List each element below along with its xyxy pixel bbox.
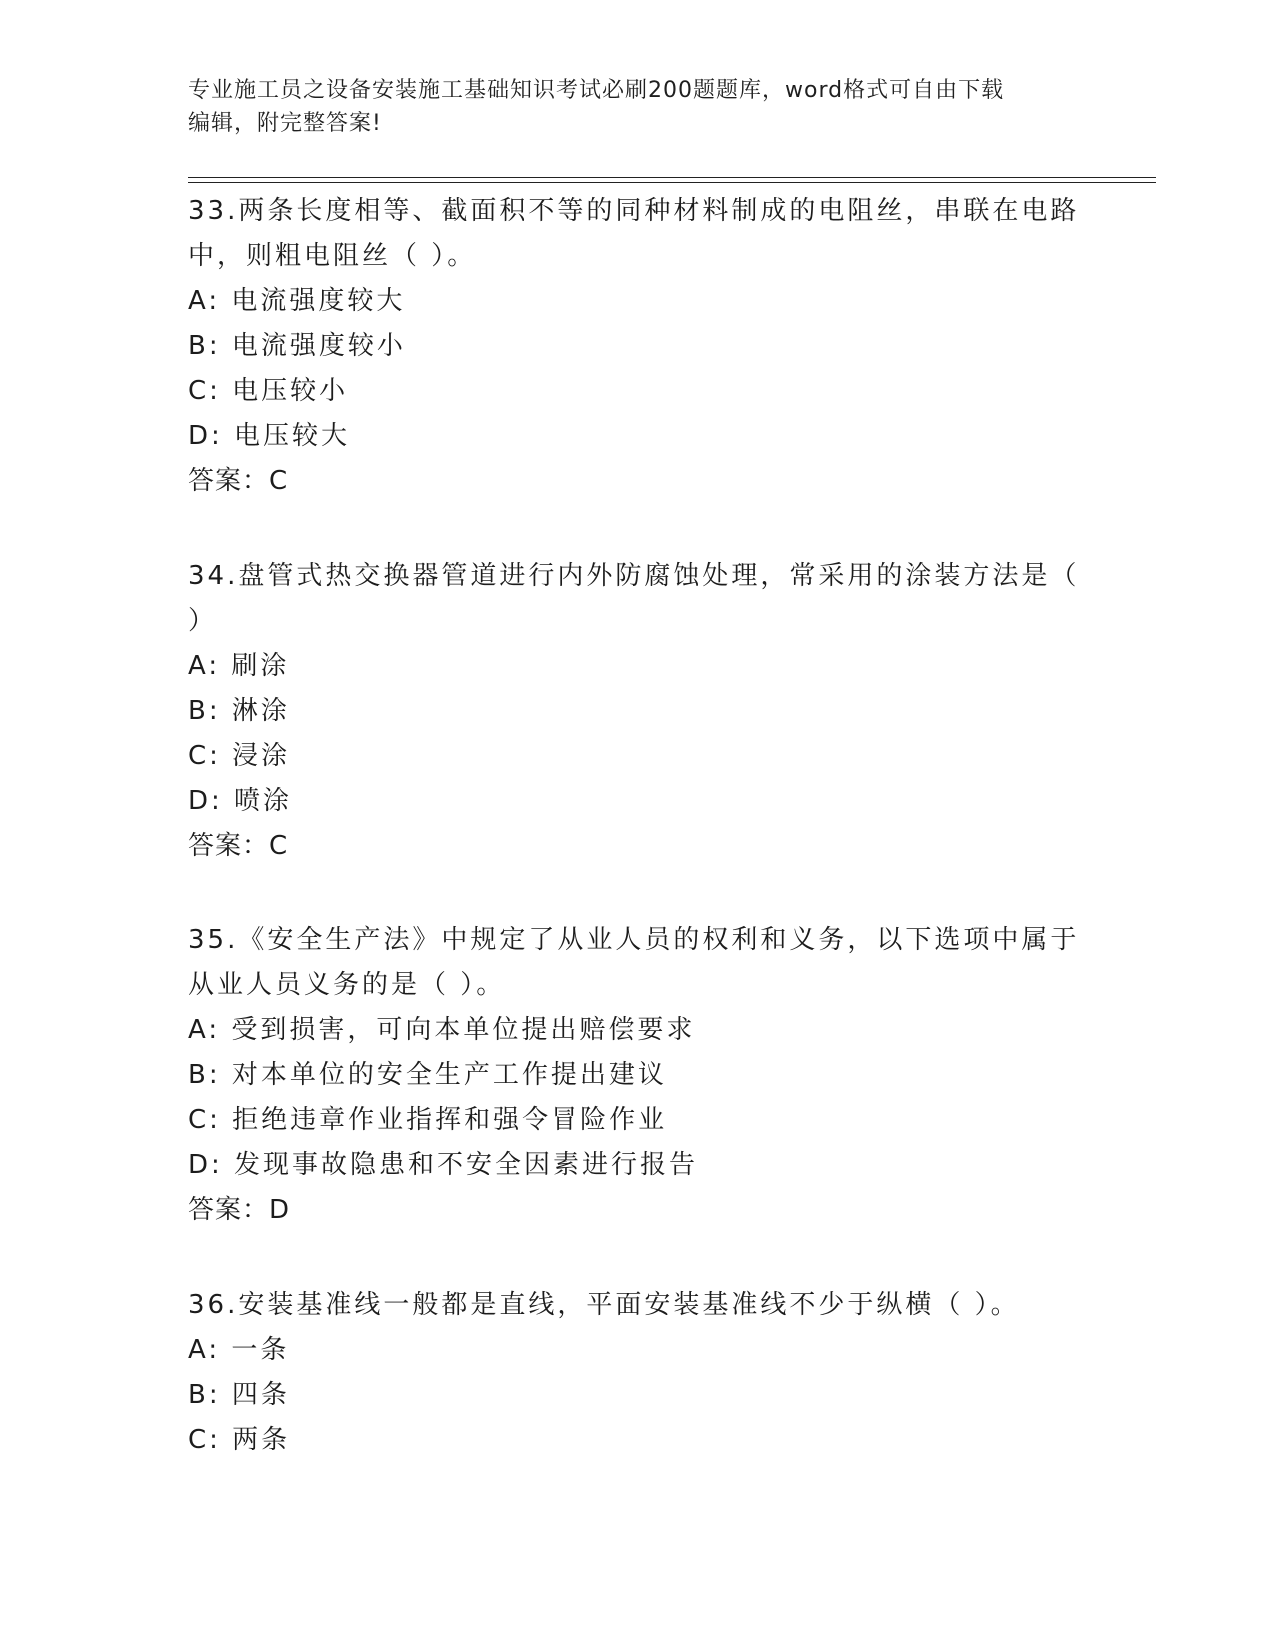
question-33 <box>188 189 1088 504</box>
option-d: D: 喷涂 <box>188 786 293 816</box>
header-line-2: 编辑，附完整答案! <box>188 111 382 136</box>
answer: 答案：C <box>188 466 289 496</box>
option-c: C: 浸涂 <box>188 741 291 771</box>
question-stem-line-1: 33.两条长度相等、截面积不等的同种材料制成的电阻丝，串联在电路 <box>188 196 1080 226</box>
question-stem-line-1: 34.盘管式热交换器管道进行内外防腐蚀处理，常采用的涂装方法是（ <box>188 561 1080 591</box>
option-c: C: 两条 <box>188 1425 291 1455</box>
option-a: A: 一条 <box>188 1335 290 1365</box>
question-stem-line-2: 中，则粗电阻丝（ ）。 <box>188 241 477 271</box>
answer: 答案：D <box>188 1195 291 1225</box>
answer: 答案：C <box>188 831 289 861</box>
question-34 <box>188 554 1088 869</box>
option-b: B: 对本单位的安全生产工作提出建议 <box>188 1060 667 1090</box>
header-line-1: 专业施工员之设备安装施工基础知识考试必刷200题题库，word格式可自由下载 <box>188 78 1005 103</box>
option-b: B: 淋涂 <box>188 696 290 726</box>
option-a: A: 刷涂 <box>188 651 290 681</box>
option-c: C: 电压较小 <box>188 376 349 406</box>
question-36 <box>188 1283 1088 1463</box>
option-a: A: 电流强度较大 <box>188 286 406 316</box>
header-divider-bottom <box>188 182 1156 183</box>
option-a: A: 受到损害，可向本单位提出赔偿要求 <box>188 1015 696 1045</box>
option-b: B: 四条 <box>188 1380 290 1410</box>
option-d: D: 电压较大 <box>188 421 351 451</box>
header-divider-top <box>188 177 1156 178</box>
option-d: D: 发现事故隐患和不安全因素进行报告 <box>188 1150 699 1180</box>
document-header <box>188 74 1068 140</box>
question-stem-line-1: 35.《安全生产法》中规定了从业人员的权利和义务，以下选项中属于 <box>188 925 1080 955</box>
option-b: B: 电流强度较小 <box>188 331 406 361</box>
question-35 <box>188 918 1088 1233</box>
option-c: C: 拒绝违章作业指挥和强令冒险作业 <box>188 1105 668 1135</box>
question-stem-line-1: 36.安装基准线一般都是直线，平面安装基准线不少于纵横（ ）。 <box>188 1290 1020 1320</box>
question-stem-line-2: ） <box>188 606 218 636</box>
question-stem-line-2: 从业人员义务的是（ ）。 <box>188 970 506 1000</box>
